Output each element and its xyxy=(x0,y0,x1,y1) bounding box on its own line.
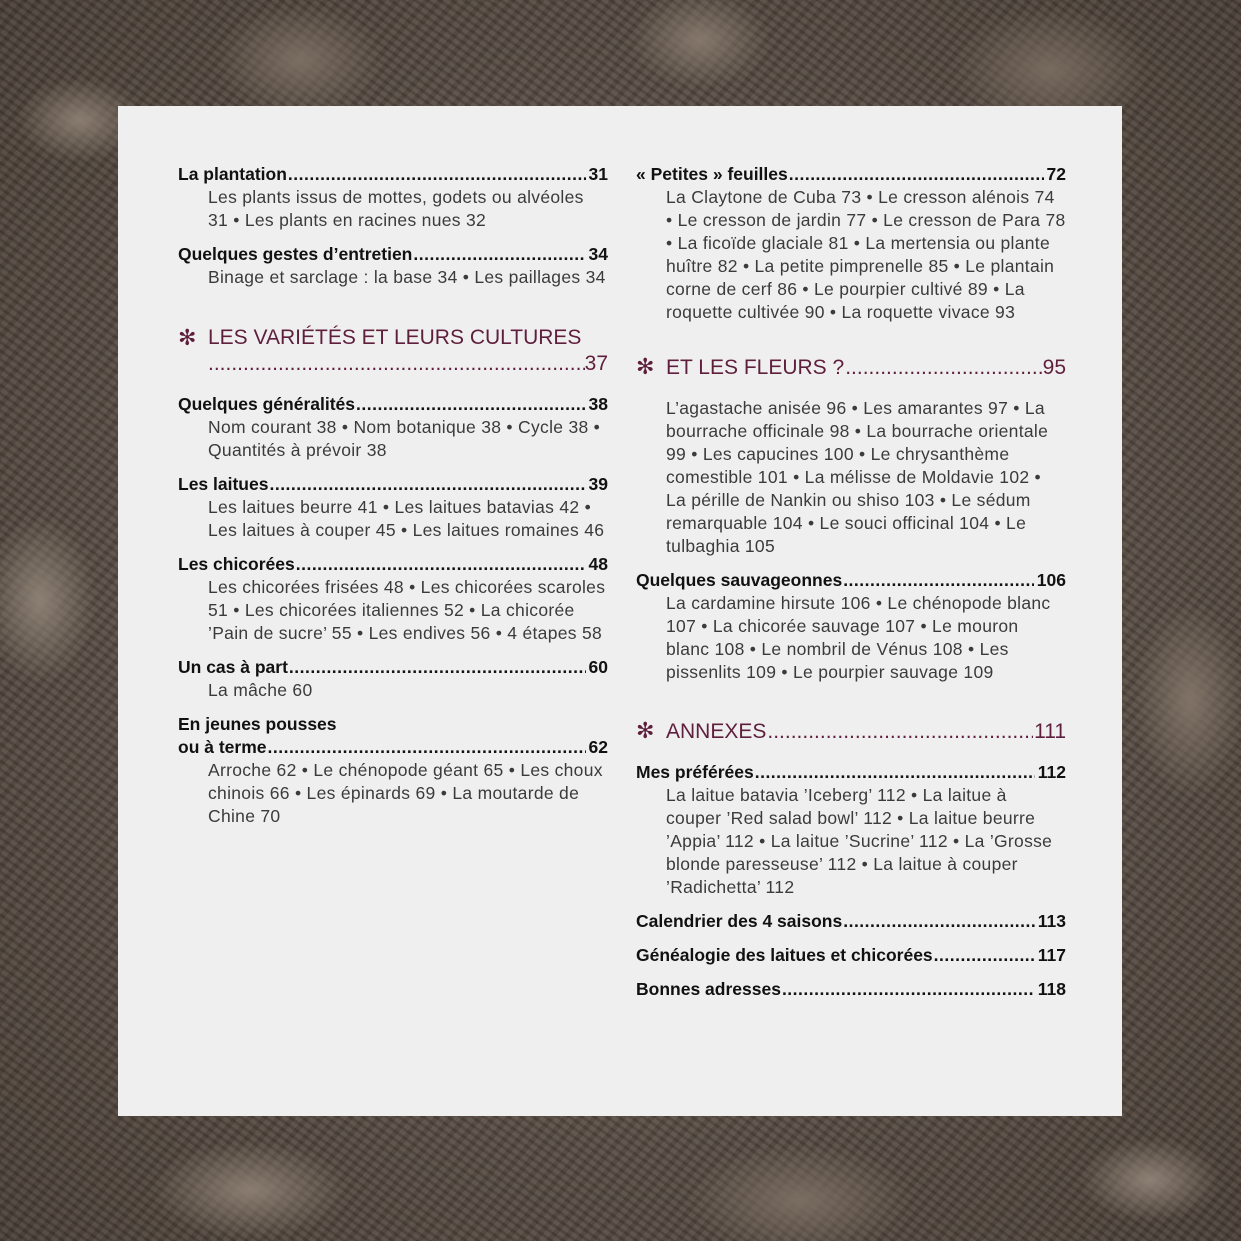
toc-column-left xyxy=(178,163,608,839)
leader-dots xyxy=(782,978,1035,1001)
entry-page: 106 xyxy=(1036,570,1066,590)
asterisk-icon: ✻ xyxy=(178,325,197,350)
entry-page: 117 xyxy=(1037,945,1066,965)
entry-page: 113 xyxy=(1037,911,1066,931)
table-of-contents-panel xyxy=(118,106,1122,1116)
leader-dots xyxy=(767,719,1033,745)
entry-subitems: La laitue batavia ’Iceberg’ 112 • La laitue à couper ’Red salad bowl’ 112 • La laitue beurre ’Appia’ 112 • La laitue ’Sucrine’ 112 • La ’Grosse blonde paresseuse’ 112 • La laitue à couper ’Radichetta’ 112 xyxy=(666,785,1053,897)
entry-subitems: La Claytone de Cuba 73 • Le cresson alénois 74 • Le cresson de jardin 77 • Le cresson de Para 78 • La ficoïde glaciale 81 • La mertensia ou plante huître 82 • La petite pimprenelle 85 • Le plantain corne de cerf 86 • Le pourpier cultivé 89 • La roquette cultivée 90 • La roquette vivace 93 xyxy=(666,187,1066,322)
toc-entry[interactable] xyxy=(636,944,1066,967)
toc-entry[interactable] xyxy=(178,473,608,542)
entry-title: Quelques gestes d’entretien xyxy=(178,244,413,264)
entry-title: Bonnes adresses xyxy=(636,979,781,999)
entry-title: ou à terme xyxy=(178,737,267,757)
entry-title: Généalogie des laitues et chicorées xyxy=(636,945,933,965)
toc-entry[interactable] xyxy=(178,393,608,462)
toc-entry[interactable] xyxy=(636,978,1066,1001)
entry-title: Un cas à part xyxy=(178,657,288,677)
entry-subitems: Binage et sarclage : la base 34 • Les paillages 34 xyxy=(208,267,606,287)
toc-entry[interactable] xyxy=(178,163,608,232)
toc-entry[interactable] xyxy=(636,163,1066,324)
leader-dots xyxy=(208,351,585,377)
toc-column-right xyxy=(636,163,1066,1012)
entry-subitems: L’agastache anisée 96 • Les amarantes 97 • La bourrache officinale 98 • La bourrache orientale 99 • Les capucines 100 • Le chrysanthème comestible 101 • La mélisse de Moldavie 102 • La pérille de Nankin ou shiso 103 • Le sédum remarquable 104 • Le souci officinal 104 • Le tulbaghia 105 xyxy=(666,398,1049,556)
toc-section-heading[interactable] xyxy=(636,354,1066,381)
toc-entry[interactable] xyxy=(178,656,608,702)
toc-entry[interactable] xyxy=(178,243,608,289)
leader-dots xyxy=(413,243,585,266)
entry-page: 118 xyxy=(1037,979,1066,999)
leader-dots xyxy=(934,944,1035,967)
section-page: 95 xyxy=(1042,356,1066,379)
toc-entry[interactable] xyxy=(178,553,608,645)
entry-page: 62 xyxy=(588,737,608,757)
section-page: 111 xyxy=(1034,720,1066,743)
leader-dots xyxy=(269,473,585,496)
entry-title: Les chicorées xyxy=(178,554,295,574)
toc-section-heading[interactable] xyxy=(636,718,1066,745)
leader-dots xyxy=(845,355,1041,381)
entry-subitems: Arroche 62 • Le chénopode géant 65 • Les choux chinois 66 • Les épinards 69 • La moutarde de Chine 70 xyxy=(208,760,603,826)
entry-page: 112 xyxy=(1037,762,1066,782)
entry-title: Quelques sauvageonnes xyxy=(636,570,843,590)
entry-page: 72 xyxy=(1046,164,1066,184)
entry-subitems: Les laitues beurre 41 • Les laitues batavias 42 • Les laitues à couper 45 • Les laitues romaines 46 xyxy=(208,497,605,540)
entry-page: 38 xyxy=(588,394,608,414)
asterisk-icon: ✻ xyxy=(636,718,655,743)
toc-entry[interactable] xyxy=(178,713,608,828)
entry-subitems: La mâche 60 xyxy=(208,680,313,700)
toc-section-heading[interactable] xyxy=(178,325,608,377)
entry-title: La plantation xyxy=(178,164,287,184)
entry-title: « Petites » feuilles xyxy=(636,164,788,184)
entry-page: 31 xyxy=(588,164,608,184)
leader-dots xyxy=(843,569,1034,592)
entry-subitems: Nom courant 38 • Nom botanique 38 • Cycle 38 • Quantités à prévoir 38 xyxy=(208,417,601,460)
toc-entry[interactable] xyxy=(636,910,1066,933)
leader-dots xyxy=(296,553,586,576)
entry-page: 34 xyxy=(588,244,608,264)
section-title: LES VARIÉTÉS ET LEURS CULTURES xyxy=(208,326,582,349)
leader-dots xyxy=(288,163,586,186)
toc-entry[interactable] xyxy=(636,569,1066,684)
entry-subitems: La cardamine hirsute 106 • Le chénopode blanc 107 • La chicorée sauvage 107 • Le mouron blanc 108 • Le nombril de Vénus 108 • Les pissenlits 109 • Le pourpier sauvage 109 xyxy=(666,593,1051,682)
entry-page: 48 xyxy=(588,554,608,574)
entry-page: 39 xyxy=(588,474,608,494)
leader-dots xyxy=(289,656,586,679)
entry-title: Les laitues xyxy=(178,474,269,494)
leader-dots xyxy=(356,393,586,416)
entry-subitems: Les chicorées frisées 48 • Les chicorées scaroles 51 • Les chicorées italiennes 52 • La chicorée ’Pain de sucre’ 55 • Les endives 56 • 4 étapes 58 xyxy=(208,577,606,643)
entry-title: Quelques généralités xyxy=(178,394,356,414)
entry-page: 60 xyxy=(588,657,608,677)
leader-dots xyxy=(755,761,1035,784)
entry-subitems: Les plants issus de mottes, godets ou alvéoles 31 • Les plants en racines nues 32 xyxy=(208,187,584,230)
toc-entry[interactable] xyxy=(636,761,1066,899)
asterisk-icon: ✻ xyxy=(636,354,655,379)
leader-dots xyxy=(268,736,586,759)
entry-title: Mes préférées xyxy=(636,762,754,782)
section-title: ANNEXES xyxy=(666,720,767,743)
section-page: 37 xyxy=(584,352,608,375)
entry-title-line1: En jeunes pousses xyxy=(178,714,337,734)
leader-dots xyxy=(789,163,1044,186)
toc-entry[interactable] xyxy=(636,397,1066,558)
entry-title: Calendrier des 4 saisons xyxy=(636,911,843,931)
section-title: ET LES FLEURS ? xyxy=(666,356,845,379)
leader-dots xyxy=(843,910,1035,933)
